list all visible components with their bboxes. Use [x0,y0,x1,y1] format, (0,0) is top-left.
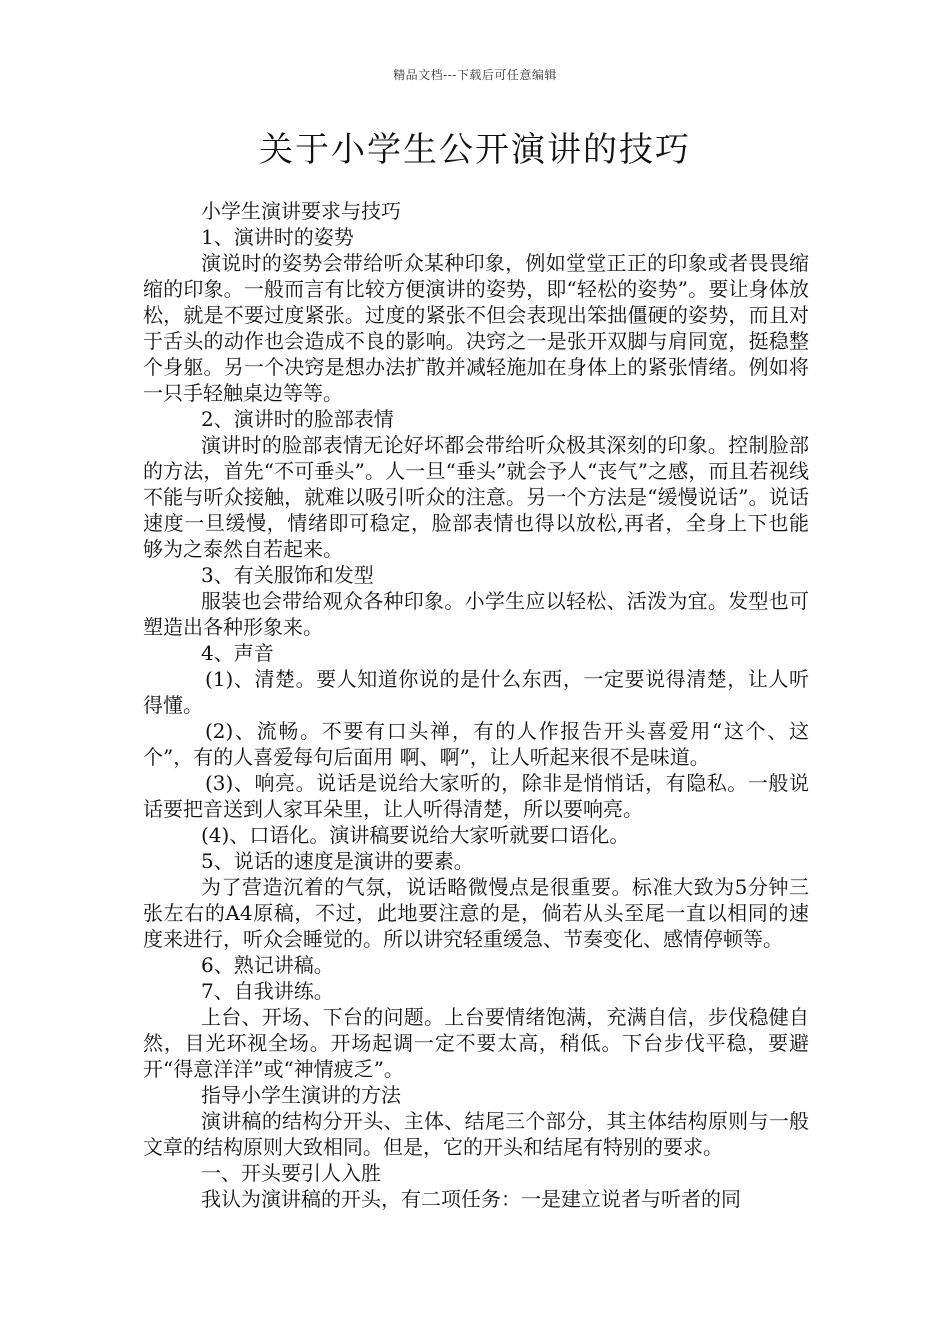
body-paragraph: 上台、开场、下台的问题。上台要情绪饱满，充满自信，步伐稳健自然，目光环视全场。开场起调一定不要太高，稍低。下台步伐平稳，要避开“得意洋洋”或“神情疲乏”。 [143,1005,809,1081]
body-paragraph: 服装也会带给观众各种印象。小学生应以轻松、活泼为宜。发型也可塑造出各种形象来。 [143,589,809,639]
section-heading-facial-expression: 2、演讲时的脸部表情 [201,407,394,431]
section-heading-practice: 7、自我讲练。 [201,979,334,1003]
section-heading-clothing: 3、有关服饰和发型 [201,563,374,587]
body-paragraph: 演讲稿的结构分开头、主体、结尾三个部分，其主体结构原则与一般文章的结构原则大致相同。但是，它的开头和结尾有特别的要求。 [143,1109,809,1159]
section-heading-memorize: 6、熟记讲稿。 [201,953,334,977]
list-item: (3)、响亮。说话是说给大家听的，除非是悄悄话，有隐私。一般说话要把音送到人家耳朵里，让人听得清楚，所以要响亮。 [143,771,809,821]
list-item: (4)、口语化。演讲稿要说给大家听就要口语化。 [201,823,630,847]
section-heading-methods: 指导小学生演讲的方法 [201,1083,401,1107]
document-body [143,198,809,1212]
section-heading-posture: 1、演讲时的姿势 [201,225,354,249]
body-paragraph: 我认为演讲稿的开头，有二项任务：一是建立说者与听者的同 [201,1187,741,1211]
document-title: 关于小学生公开演讲的技巧 [259,130,691,170]
page-header-note: 精品文档---下载后可任意编辑 [393,68,557,82]
section-heading-speed: 5、说话的速度是演讲的要素。 [201,849,474,873]
section-heading-voice: 4、声音 [201,641,274,665]
subtitle-paragraph: 小学生演讲要求与技巧 [201,199,401,223]
section-heading-opening: 一、开头要引人入胜 [201,1161,381,1185]
body-paragraph: 为了营造沉着的气氛，说话略微慢点是很重要。标准大致为5分钟三张左右的A4原稿，不过，此地要注意的是，倘若从头至尾一直以相同的速度来进行，听众会睡觉的。所以讲究轻重缓急、节奏变化、感情停顿等。 [143,875,809,951]
list-item: (1)、清楚。要人知道你说的是什么东西，一定要说得清楚，让人听得懂。 [143,667,809,717]
body-paragraph: 演说时的姿势会带给听众某种印象，例如堂堂正正的印象或者畏畏缩缩的印象。一般而言有比较方便演讲的姿势，即“轻松的姿势”。要让身体放松，就是不要过度紧张。过度的紧张不但会表现出笨拙僵硬的姿势，而且对于舌头的动作也会造成不良的影响。决窍之一是张开双脚与肩同宽，挺稳整个身躯。另一个决窍是想办法扩散并减轻施加在身体上的紧张情绪。例如将一只手轻触桌边等等。 [143,251,809,405]
list-item: (2)、流畅。不要有口头禅，有的人作报告开头喜爱用“这个、这个”，有的人喜爱每句后面用 啊、啊”，让人听起来很不是味道。 [143,719,809,769]
body-paragraph: 演讲时的脸部表情无论好坏都会带给听众极其深刻的印象。控制脸部的方法，首先“不可垂头”。人一旦“垂头”就会予人“丧气”之感，而且若视线不能与听众接触，就难以吸引听众的注意。另一个方法是“缓慢说话”。说话速度一旦缓慢，情绪即可稳定，脸部表情也得以放松,再者，全身上下也能够为之泰然自若起来。 [143,433,809,561]
